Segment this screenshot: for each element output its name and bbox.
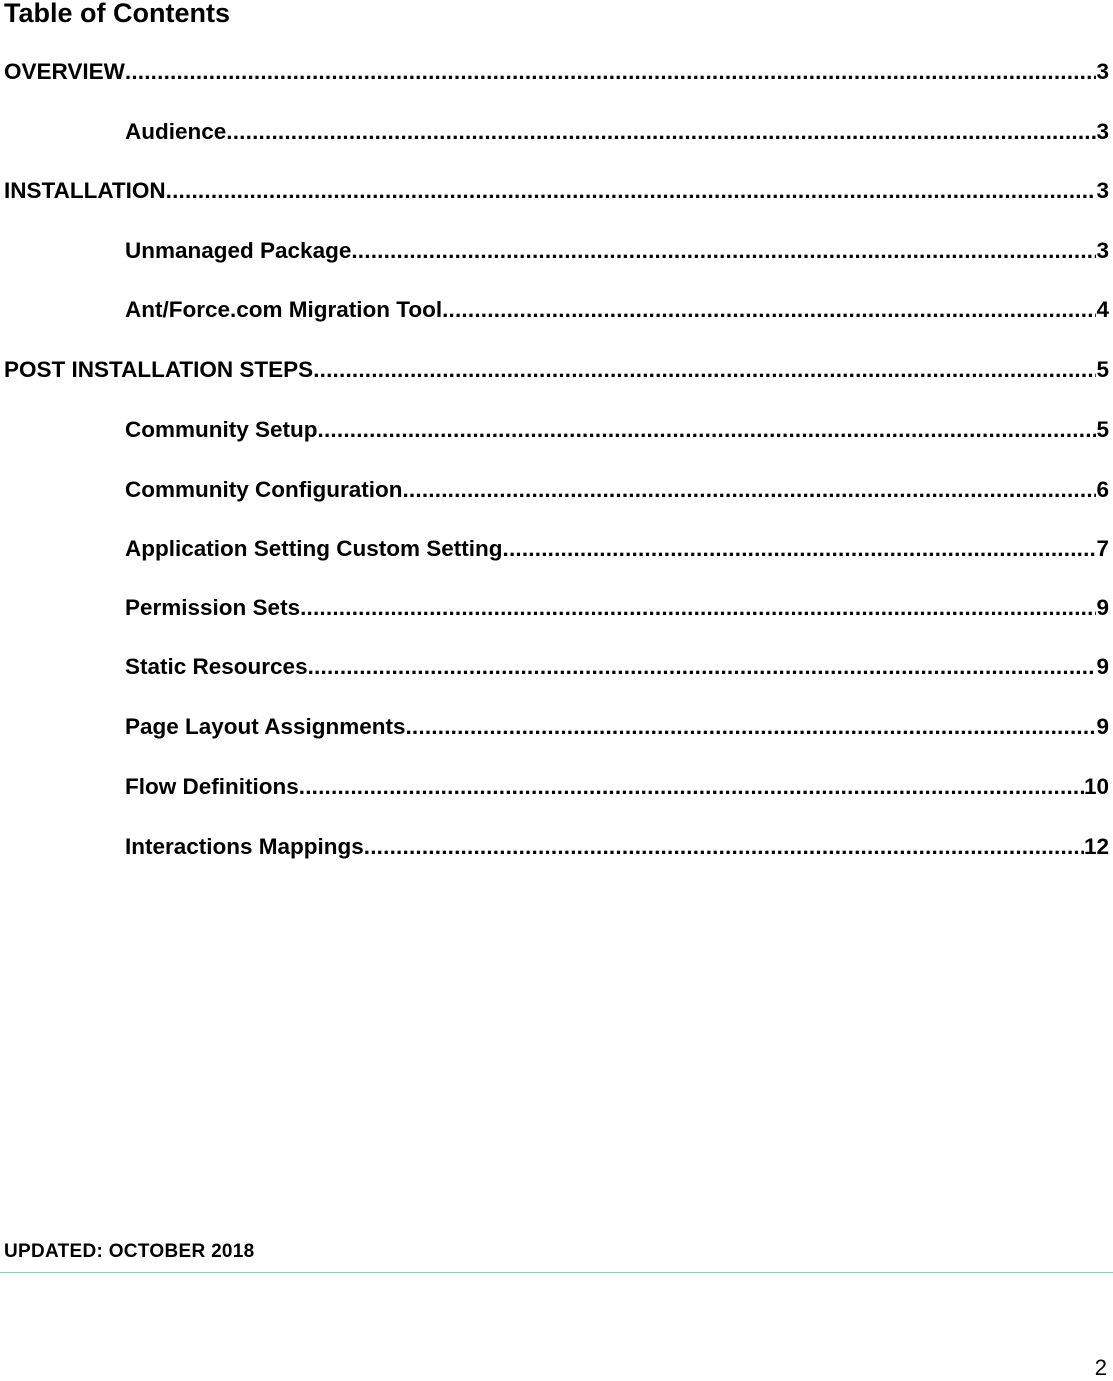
toc-entry-label: INSTALLATION <box>4 178 166 203</box>
page-number: 2 <box>1094 1355 1107 1380</box>
toc-dot-leader <box>442 294 1096 326</box>
footer-divider <box>0 1272 1113 1273</box>
toc-entry-application-setting[interactable] <box>0 533 1109 565</box>
toc-dot-leader <box>318 414 1097 446</box>
toc-entry-page: 9 <box>1096 714 1109 739</box>
toc-entry-community-configuration[interactable] <box>0 474 1109 506</box>
toc-entry-overview[interactable] <box>0 56 1109 88</box>
toc-entry-static-resources[interactable] <box>0 651 1109 683</box>
toc-entry-page: 9 <box>1096 595 1109 620</box>
toc-title: Table of Contents <box>4 0 230 28</box>
toc-dot-leader <box>364 831 1084 863</box>
toc-dot-leader <box>313 354 1096 386</box>
toc-dot-leader <box>125 56 1097 88</box>
toc-entry-permission-sets[interactable] <box>0 592 1109 624</box>
toc-entry-label: OVERVIEW <box>4 59 125 84</box>
toc-entry-ant-migration-tool[interactable] <box>0 294 1109 326</box>
toc-entry-label: Flow Definitions <box>125 774 299 799</box>
toc-entry-label: Audience <box>125 119 227 144</box>
toc-entry-label: Interactions Mappings <box>125 834 364 859</box>
toc-entry-flow-definitions[interactable] <box>0 771 1109 803</box>
toc-entry-label: Unmanaged Package <box>125 238 352 263</box>
toc-entry-page: 5 <box>1096 417 1109 442</box>
toc-entry-label: Ant/Force.com Migration Tool <box>125 297 443 322</box>
toc-entry-page: 7 <box>1096 536 1109 561</box>
toc-entry-page: 3 <box>1096 59 1109 84</box>
toc-entry-page: 3 <box>1096 178 1109 203</box>
toc-entry-page: 3 <box>1096 238 1109 263</box>
toc-entry-installation[interactable] <box>0 175 1109 207</box>
toc-dot-leader <box>402 474 1096 506</box>
toc-entry-label: Permission Sets <box>125 595 301 620</box>
toc-entry-community-setup[interactable] <box>0 414 1109 446</box>
toc-dot-leader <box>405 711 1096 743</box>
toc-dot-leader <box>300 592 1096 624</box>
toc-dot-leader <box>308 651 1097 683</box>
toc-entry-page: 3 <box>1096 119 1109 144</box>
toc-entry-label: Community Setup <box>125 417 318 442</box>
toc-entry-page: 12 <box>1083 834 1109 859</box>
toc-entry-page: 5 <box>1096 357 1109 382</box>
toc-dot-leader <box>226 116 1096 148</box>
toc-entry-post-installation-steps[interactable] <box>0 354 1109 386</box>
toc-entry-page: 10 <box>1083 774 1109 799</box>
toc-entry-page: 9 <box>1096 654 1109 679</box>
toc-entry-label: Static Resources <box>125 654 308 679</box>
toc-dot-leader <box>166 175 1097 207</box>
toc-dot-leader <box>351 235 1096 267</box>
toc-entry-label: Application Setting Custom Setting <box>125 536 503 561</box>
toc-entry-page: 4 <box>1096 297 1109 322</box>
toc-entry-label: Page Layout Assignments <box>125 714 406 739</box>
toc-entry-page: 6 <box>1096 477 1109 502</box>
toc-entry-label: Community Configuration <box>125 477 403 502</box>
toc-dot-leader <box>503 533 1097 565</box>
toc-entry-page-layout-assignments[interactable] <box>0 711 1109 743</box>
footer-updated-date: UPDATED: OCTOBER 2018 <box>4 1241 255 1262</box>
toc-entry-label: POST INSTALLATION STEPS <box>4 357 314 382</box>
toc-entry-interactions-mappings[interactable] <box>0 831 1109 863</box>
toc-entry-audience[interactable] <box>0 116 1109 148</box>
toc-entry-unmanaged-package[interactable] <box>0 235 1109 267</box>
toc-dot-leader <box>299 771 1084 803</box>
